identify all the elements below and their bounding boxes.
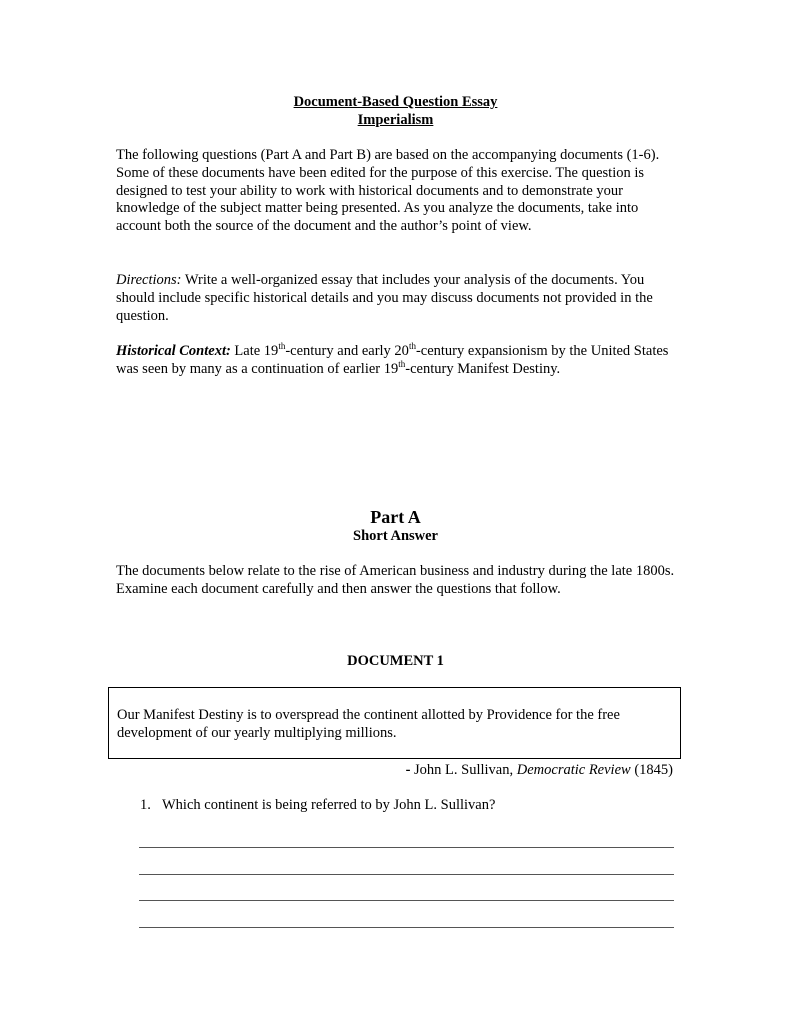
page-title: Document-Based Question Essay: [293, 94, 498, 110]
question-1: [140, 797, 495, 814]
directions-paragraph: [116, 272, 676, 325]
part-a-title: Part A: [370, 507, 421, 527]
context-sup-3: th: [398, 358, 406, 369]
context-text-1: Late 19: [230, 343, 279, 359]
attribution-author: John L. Sullivan,: [414, 762, 517, 778]
attribution-dash: -: [405, 762, 415, 778]
context-text-2: -century and early 20: [285, 343, 409, 359]
directions-text: Write a well-organized essay that includes your analysis of the documents. You should include specific historical details and you may discuss documents not provided in the question.: [116, 272, 653, 324]
context-text-4: -century Manifest Destiny.: [405, 360, 561, 377]
part-a-subtitle: Short Answer: [353, 528, 438, 544]
question-text: Which continent is being referred to by John L. Sullivan?: [162, 797, 496, 813]
page-subtitle: Imperialism: [357, 112, 434, 128]
attribution-source: Democratic Review: [516, 762, 631, 778]
intro-paragraph: The following questions (Part A and Part B) are based on the accompanying documents (1-6). Some of these documents have been edited for the purpose of this exercise. The question is designed to test your ability to work with historical documents and to demonstrate your knowledge of the subject matter being presented. As you analyze the documents, take into account both the source of the document and the author’s point of view.: [116, 147, 660, 235]
document-1-attribution: [406, 762, 673, 779]
historical-context-paragraph: [116, 343, 676, 379]
historical-context-label: Historical Context:: [116, 343, 231, 359]
document-1-quote: Our Manifest Destiny is to overspread the continent allotted by Providence for the free development of our yearly multiplying millions.: [117, 707, 620, 741]
context-sup-1: th: [278, 341, 286, 352]
context-text-3: -century expansionism by the United States was seen by many as a continuation of earlier 19: [116, 343, 669, 377]
question-number: 1.: [140, 797, 151, 813]
answer-line[interactable]: [139, 874, 674, 875]
directions-label: Directions:: [116, 272, 182, 288]
document-1-heading: DOCUMENT 1: [347, 653, 444, 669]
attribution-year: (1845): [630, 762, 673, 778]
context-sup-2: th: [408, 341, 416, 352]
part-a-paragraph: The documents below relate to the rise of American business and industry during the late 1800s. Examine each document carefully and then answer the questions that follow.: [116, 563, 675, 597]
answer-line[interactable]: [139, 927, 674, 928]
document-1-quote-box: [108, 687, 681, 759]
answer-line[interactable]: [139, 847, 674, 848]
answer-line[interactable]: [139, 900, 674, 901]
